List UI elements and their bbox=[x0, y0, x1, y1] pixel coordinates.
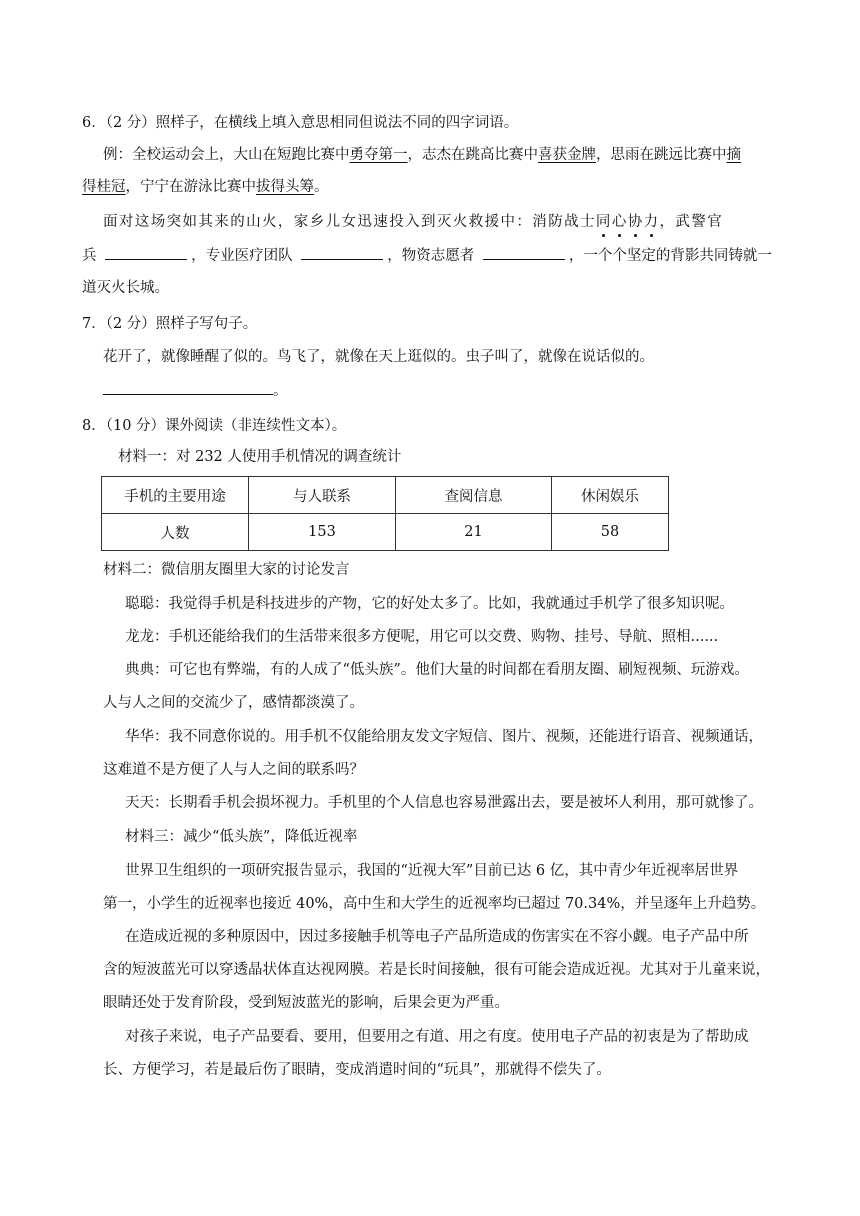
table-header-cell: 与人联系 bbox=[249, 477, 396, 514]
q6-example-underlined-word: 勇夺第一 bbox=[349, 147, 408, 163]
q6-answer-blank-3[interactable] bbox=[483, 245, 565, 260]
dotted-char: 协 bbox=[627, 214, 644, 230]
dotted-char: 心 bbox=[611, 214, 628, 230]
q6-paragraph-text: ，一个个坚定的背影共同铸就一 bbox=[568, 248, 772, 264]
dotted-char: 力 bbox=[643, 214, 660, 230]
discussion-line: 聪聪：我觉得手机是科技进步的产物，它的好处太多了。比如，我就通过手机学了很多知识呢。 bbox=[125, 596, 734, 612]
q6-paragraph-text: ，物资志愿者 bbox=[387, 248, 475, 264]
material-3-title: 材料三：减少“低头族”，降低近视率 bbox=[125, 829, 358, 845]
q6-paragraph-text: 面对这场突如其来的山火，家乡儿女迅速投入到灭火救援中：消防战士 bbox=[103, 214, 596, 230]
table-row bbox=[102, 477, 669, 514]
discussion-line: 华华：我不同意你说的。用手机不仅能给朋友发文字短信、图片、视频，还能进行语音、视频通话， bbox=[125, 729, 763, 745]
q6-paragraph-line-1 bbox=[103, 212, 723, 232]
q7-title: 7．（2 分）照样子写句子。 bbox=[82, 316, 258, 332]
table-header-cell: 手机的主要用途 bbox=[102, 477, 249, 514]
q6-example-text: ，志杰在跳高比赛中 bbox=[407, 147, 538, 163]
q6-title: 6．（2 分）照样子，在横线上填入意思相同但说法不同的四字词语。 bbox=[82, 115, 519, 131]
table-header-cell: 查阅信息 bbox=[396, 477, 552, 514]
q7-answer-blank[interactable] bbox=[103, 380, 273, 395]
q6-answer-blank-1[interactable] bbox=[105, 245, 187, 260]
discussion-line: 典典：可它也有弊端，有的人成了“低头族”。他们大量的时间都在看朋友圈、刷短视频、玩游戏。 bbox=[125, 662, 749, 678]
q6-example-underlined-word: 摘 bbox=[726, 147, 741, 163]
discussion-line: 人与人之间的交流少了，感情都淡漠了。 bbox=[103, 695, 364, 711]
q6-example-line-1 bbox=[103, 145, 741, 165]
q6-example-text: 。 bbox=[314, 179, 329, 195]
material-2-title: 材料二：微信朋友圈里大家的讨论发言 bbox=[103, 562, 350, 578]
material-1-title: 材料一：对 232 人使用手机情况的调查统计 bbox=[118, 449, 402, 465]
article-line: 第一，小学生的近视率也接近 40%，高中生和大学生的近视率均已超过 70.34%，并呈逐年上升趋势。 bbox=[103, 896, 766, 912]
q7-answer-period: 。 bbox=[273, 383, 288, 399]
table-header-cell: 休闲娱乐 bbox=[552, 477, 669, 514]
article-line: 对孩子来说，电子产品要看、要用，但要用之有道、用之有度。使用电子产品的初衷是为了帮助成 bbox=[125, 1029, 749, 1045]
discussion-line: 天天：长期看手机会损坏视力。手机里的个人信息也容易泄露出去，要是被坏人利用，那可就惨了。 bbox=[125, 795, 763, 811]
table-cell: 58 bbox=[552, 514, 669, 551]
table-cell: 人数 bbox=[102, 514, 249, 551]
article-line: 世界卫生组织的一项研究报告显示，我国的“近视大军”目前已达 6 亿，其中青少年近视率居世界 bbox=[125, 863, 739, 879]
q6-example-underlined-word: 喜获金牌 bbox=[538, 147, 596, 163]
q6-example-text: ，思雨在跳远比赛中 bbox=[596, 147, 727, 163]
article-line: 长、方便学习，若是最后伤了眼睛，变成消遣时间的“玩具”，那就得不偿失了。 bbox=[103, 1062, 611, 1078]
q6-answer-blank-2[interactable] bbox=[301, 245, 383, 260]
article-line: 眼睛还处于发育阶段，受到短波蓝光的影响，后果会更为严重。 bbox=[103, 995, 509, 1011]
q6-example-underlined-word: 得桂冠 bbox=[82, 179, 126, 195]
q8-title: 8．（10 分）课外阅读（非连续性文本）。 bbox=[82, 418, 347, 434]
table-cell: 153 bbox=[249, 514, 396, 551]
q6-paragraph-text: ，专业医疗团队 bbox=[191, 248, 293, 264]
discussion-line: 龙龙：手机还能给我们的生活带来很多方便呢，用它可以交费、购物、挂号、导航、照相...... bbox=[125, 629, 719, 645]
q7-answer-line bbox=[103, 380, 288, 401]
q6-example-text: ，宁宁在游泳比赛中 bbox=[125, 179, 256, 195]
table-cell: 21 bbox=[396, 514, 552, 551]
survey-table bbox=[101, 476, 669, 551]
article-line: 在造成近视的多种原因中，因过多接触手机等电子产品所造成的伤害实在不容小觑。电子产品中所 bbox=[125, 929, 749, 945]
dotted-char: 同 bbox=[595, 214, 612, 230]
q7-example: 花开了，就像睡醒了似的。鸟飞了，就像在天上逛似的。虫子叫了，就像在说话似的。 bbox=[103, 349, 654, 365]
discussion-line: 这难道不是方便了人与人之间的联系吗？ bbox=[103, 762, 364, 778]
q6-paragraph-line-2 bbox=[82, 245, 772, 266]
q6-paragraph-text: 兵 bbox=[82, 248, 97, 264]
article-line: 含的短波蓝光可以穿透晶状体直达视网膜。若是长时间接触，很有可能会造成近视。尤其对于儿童来说， bbox=[103, 962, 770, 978]
q6-example-underlined-word: 拔得头筹 bbox=[256, 179, 314, 195]
q6-example-line-2 bbox=[82, 177, 329, 197]
table-row bbox=[102, 514, 669, 551]
q6-paragraph-line-3: 道灭火长城。 bbox=[82, 280, 169, 296]
q6-paragraph-text: ，武警官 bbox=[659, 214, 724, 230]
q6-example-text: 例：全校运动会上，大山在短跑比赛中 bbox=[103, 147, 350, 163]
